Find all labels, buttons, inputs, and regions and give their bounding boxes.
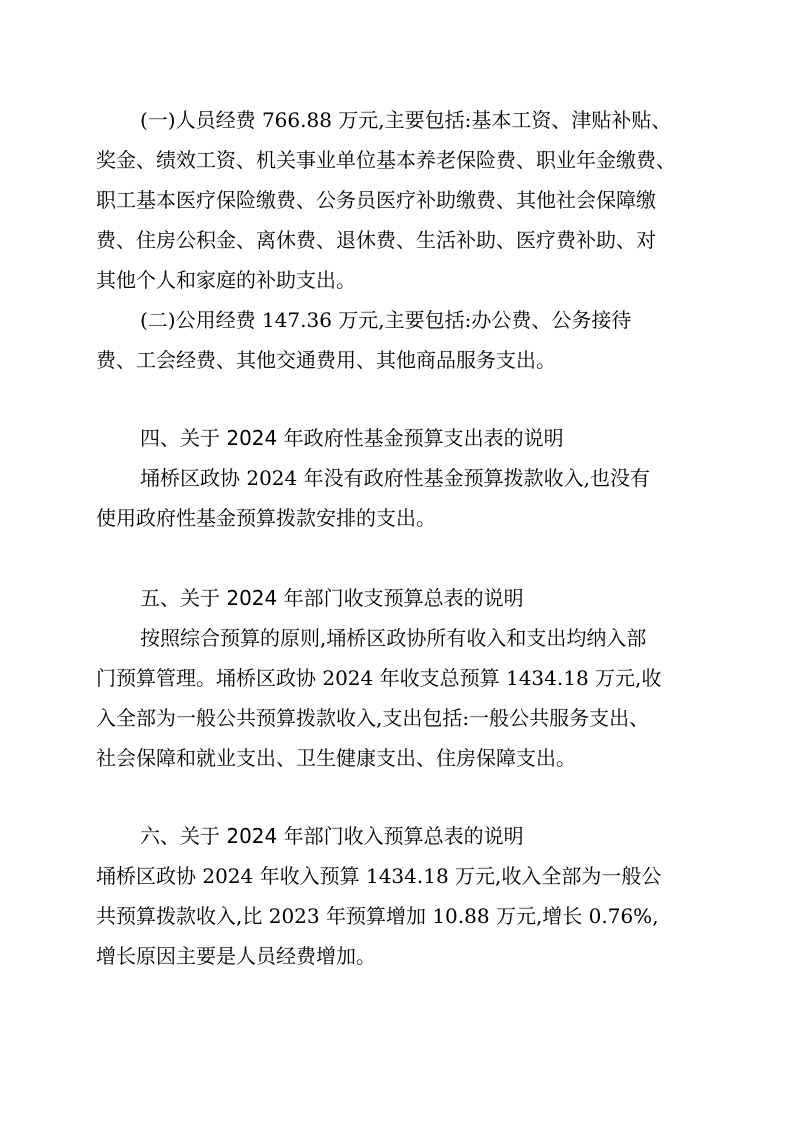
paragraph-line: 埇桥区政协 2024 年没有政府性基金预算拨款收入,也没有 [140, 466, 650, 490]
paragraph-line: 共预算拨款收入,比 2023 年预算增加 10.88 万元,增长 0.76%, [96, 904, 659, 928]
paragraph-line: 费、住房公积金、离休费、退休费、生活补助、医疗费补助、对 [96, 228, 656, 252]
paragraph-line: 增长原因主要是人员经费增加。 [96, 944, 376, 968]
public-expense-paragraph [96, 300, 696, 380]
paragraph-line: 埇桥区政协 2024 年收入预算 1434.18 万元,收入全部为一般公 [96, 864, 662, 888]
paragraph-line: 按照综合预算的原则,埇桥区政协所有收入和支出均纳入部 [140, 626, 647, 650]
paragraph-line: 奖金、绩效工资、机关事业单位基本养老保险费、职业年金缴费、 [96, 148, 676, 172]
paragraph-line: 使用政府性基金预算拨款安排的支出。 [96, 506, 436, 530]
paragraph-line: 其他个人和家庭的补助支出。 [96, 268, 356, 292]
paragraph-line: 入全部为一般公共预算拨款收入,支出包括:一般公共服务支出、 [96, 706, 650, 730]
section4-paragraph [96, 458, 696, 538]
paragraph-line: (二)公用经费 147.36 万元,主要包括:办公费、公务接待 [140, 308, 632, 332]
section5-heading: 五、关于 2024 年部门收支预算总表的说明 [140, 586, 524, 610]
paragraph-line: 门预算管理。埇桥区政协 2024 年收支总预算 1434.18 万元,收 [96, 666, 662, 690]
paragraph-line: 费、工会经费、其他交通费用、其他商品服务支出。 [96, 348, 556, 372]
section5-paragraph [96, 618, 696, 778]
section6-heading: 六、关于 2024 年部门收入预算总表的说明 [140, 824, 524, 848]
section4-heading: 四、关于 2024 年政府性基金预算支出表的说明 [140, 426, 564, 450]
personnel-expense-paragraph [96, 100, 696, 300]
section6-paragraph [96, 856, 696, 976]
paragraph-line: 职工基本医疗保险缴费、公务员医疗补助缴费、其他社会保障缴 [96, 188, 656, 212]
paragraph-line: 社会保障和就业支出、卫生健康支出、住房保障支出。 [96, 746, 576, 770]
paragraph-line: (一)人员经费 766.88 万元,主要包括:基本工资、津贴补贴、 [140, 108, 672, 132]
